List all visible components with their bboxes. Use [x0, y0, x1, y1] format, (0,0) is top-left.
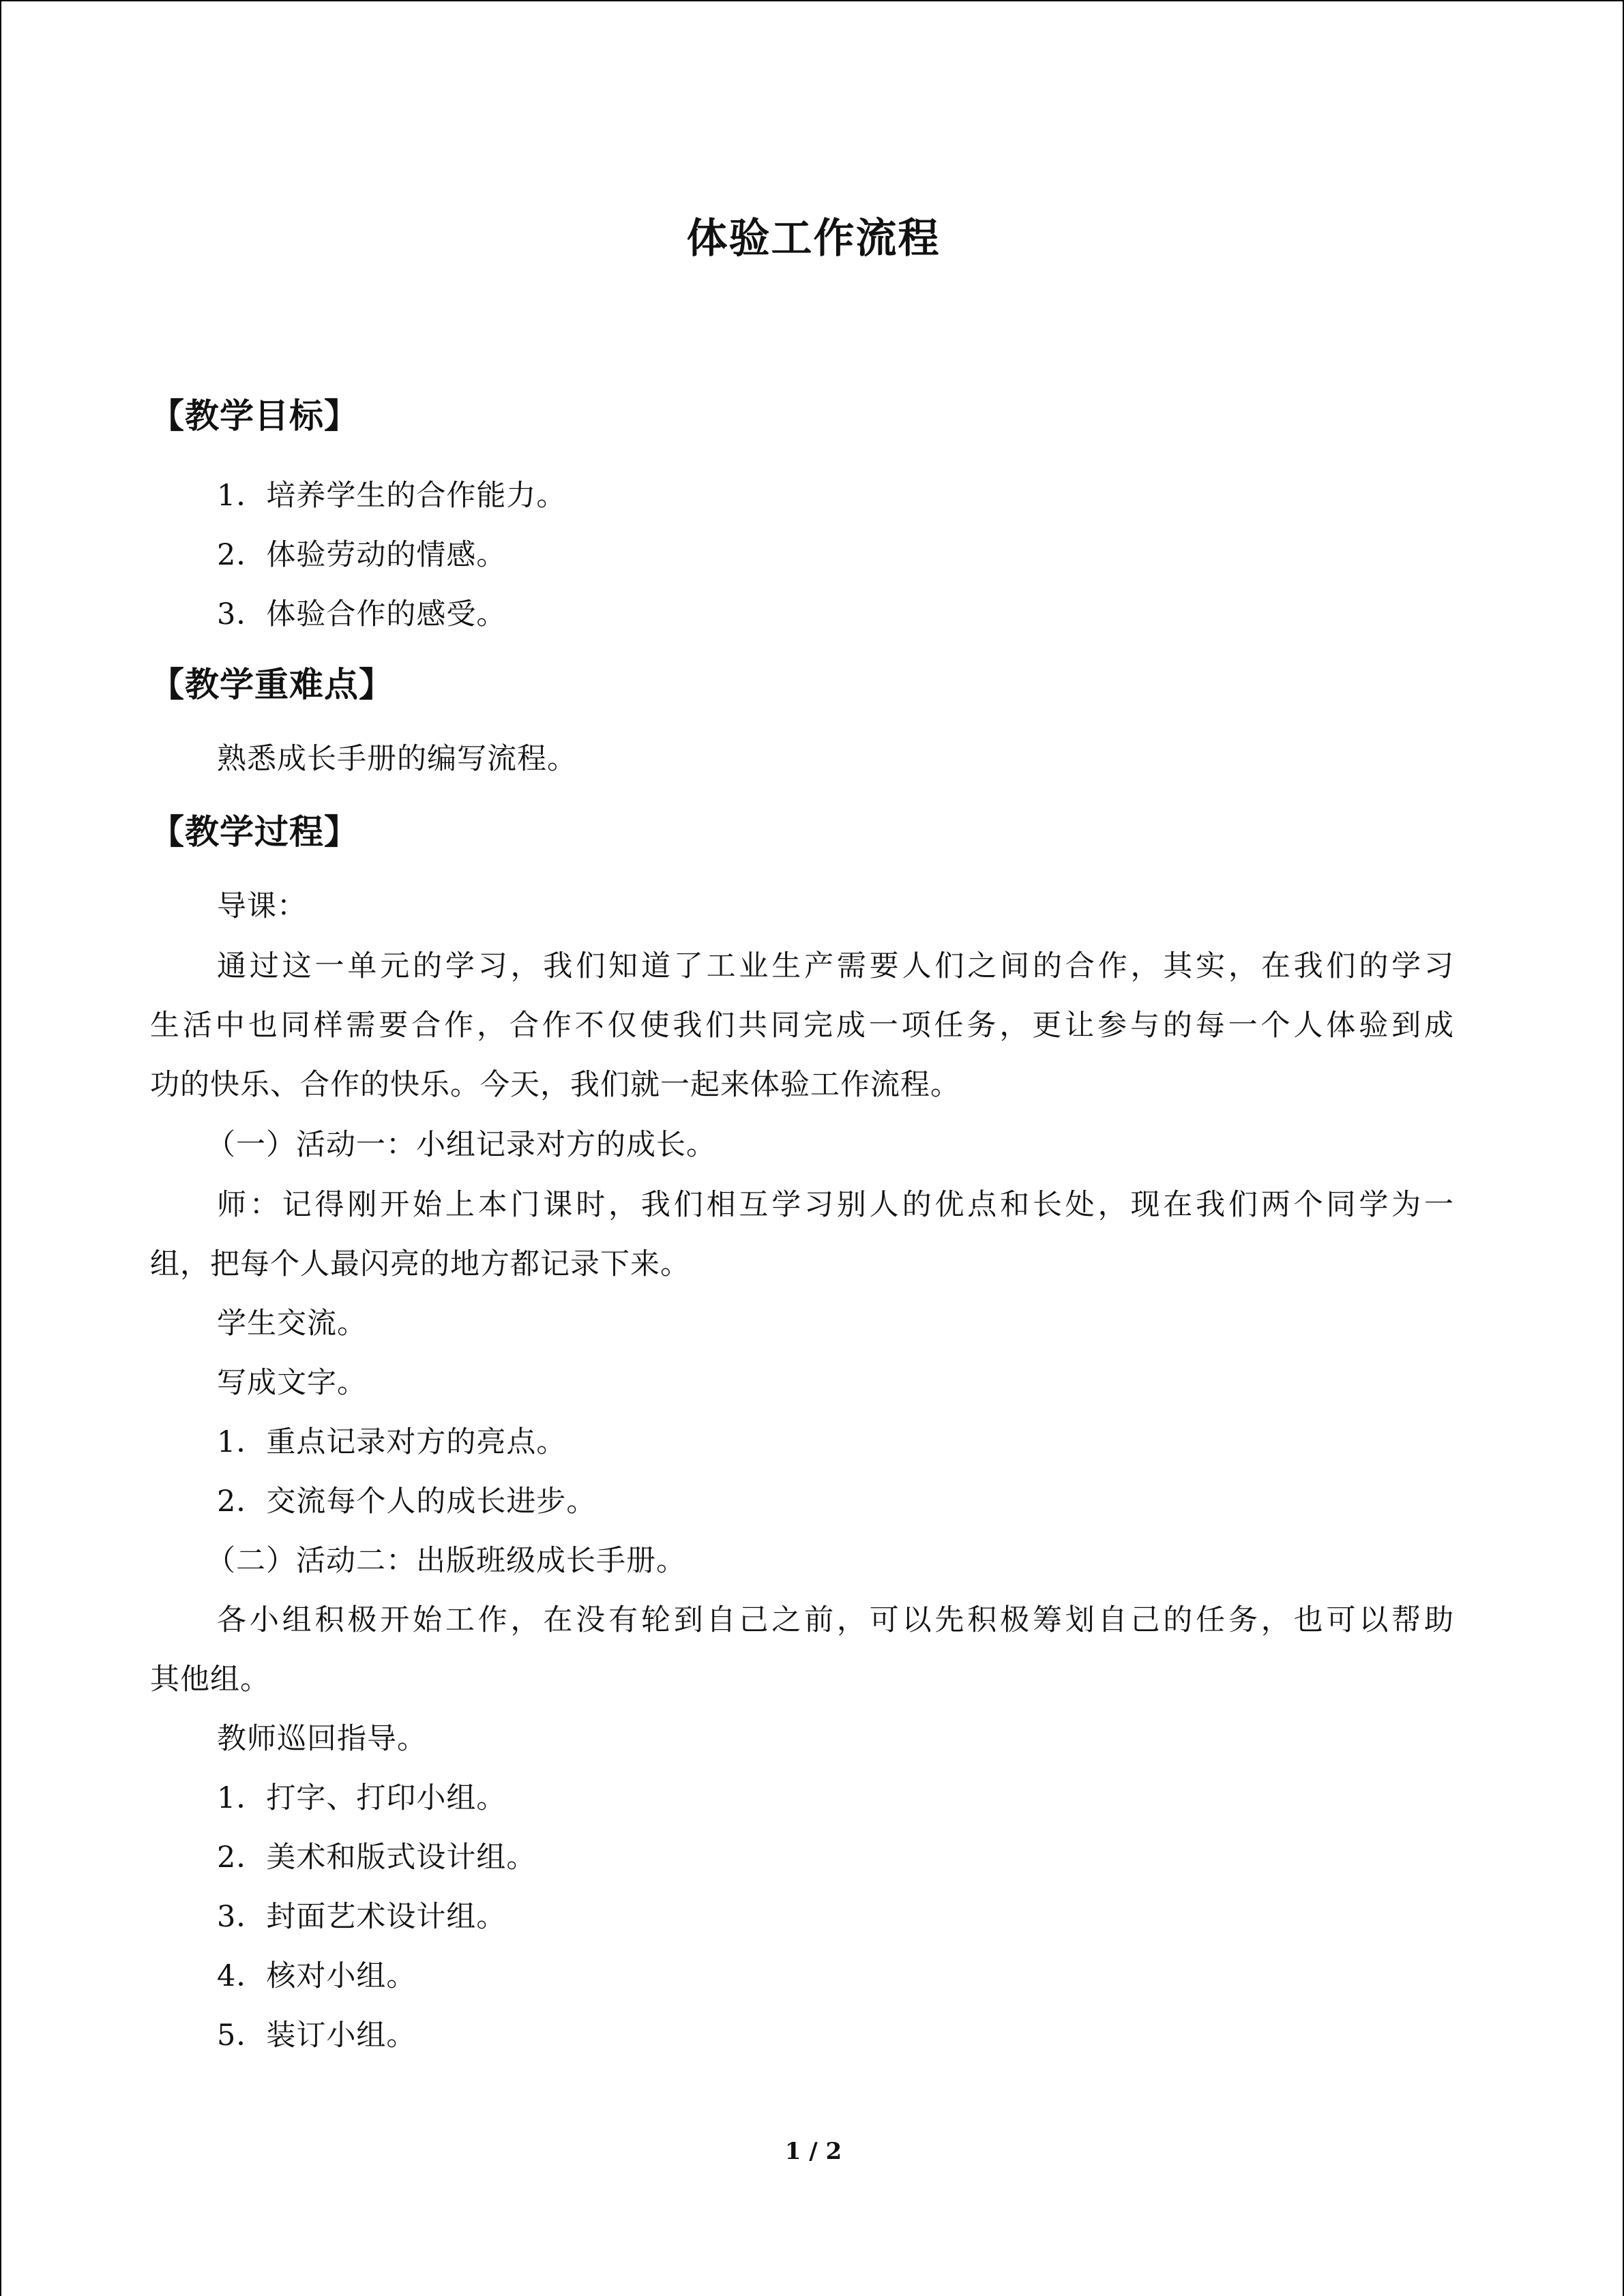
activity1-student: 学生交流。: [217, 1307, 367, 1341]
activity2-teacher: 教师巡回指导。: [217, 1722, 427, 1756]
activity1-item: 1．重点记录对方的亮点。: [217, 1425, 567, 1459]
activity2-item: 1．打字、打印小组。: [217, 1781, 507, 1815]
objective-item: 2．体验劳动的情感。: [217, 538, 507, 572]
activity2-title: （二）活动二：出版班级成长手册。: [206, 1544, 686, 1578]
activity1-teacher-line: 组，把每个人最闪亮的地方都记录下来。: [150, 1247, 690, 1281]
activity2-item: 3．封面艺术设计组。: [217, 1900, 507, 1934]
objective-item: 1．培养学生的合作能力。: [217, 479, 567, 513]
activity2-item: 2．美术和版式设计组。: [217, 1840, 537, 1875]
activity2-item: 5．装订小组。: [217, 2018, 417, 2053]
intro-paragraph-line: 功的快乐、合作的快乐。今天，我们就一起来体验工作流程。: [150, 1068, 960, 1102]
key-points-text: 熟悉成长手册的编写流程。: [217, 742, 577, 776]
process-heading: 【教学过程】: [150, 811, 359, 852]
intro-paragraph-line: 通过这一单元的学习，我们知道了工业生产需要人们之间的合作，其实，在我们的学习: [217, 949, 1454, 983]
activity1-write: 写成文字。: [217, 1366, 367, 1400]
intro-label: 导课：: [217, 889, 307, 923]
activity1-teacher-line: 师：记得刚开始上本门课时，我们相互学习别人的优点和长处，现在我们两个同学为一: [217, 1188, 1454, 1222]
activity2-line: 其他组。: [150, 1663, 270, 1697]
page-number: 1 / 2: [784, 2138, 842, 2165]
objective-item: 3．体验合作的感受。: [217, 597, 507, 631]
activity2-line: 各小组积极开始工作，在没有轮到自己之前，可以先积极筹划自己的任务，也可以帮助: [217, 1603, 1454, 1637]
document-title: 体验工作流程: [686, 215, 941, 263]
key-points-heading: 【教学重难点】: [150, 664, 394, 704]
objectives-heading: 【教学目标】: [150, 396, 359, 436]
intro-paragraph-line: 生活中也同样需要合作，合作不仅使我们共同完成一项任务，更让参与的每一个人体验到成: [150, 1009, 1454, 1043]
activity1-item: 2．交流每个人的成长进步。: [217, 1485, 597, 1519]
activity2-item: 4．核对小组。: [217, 1959, 417, 1993]
activity1-title: （一）活动一：小组记录对方的成长。: [206, 1128, 716, 1162]
